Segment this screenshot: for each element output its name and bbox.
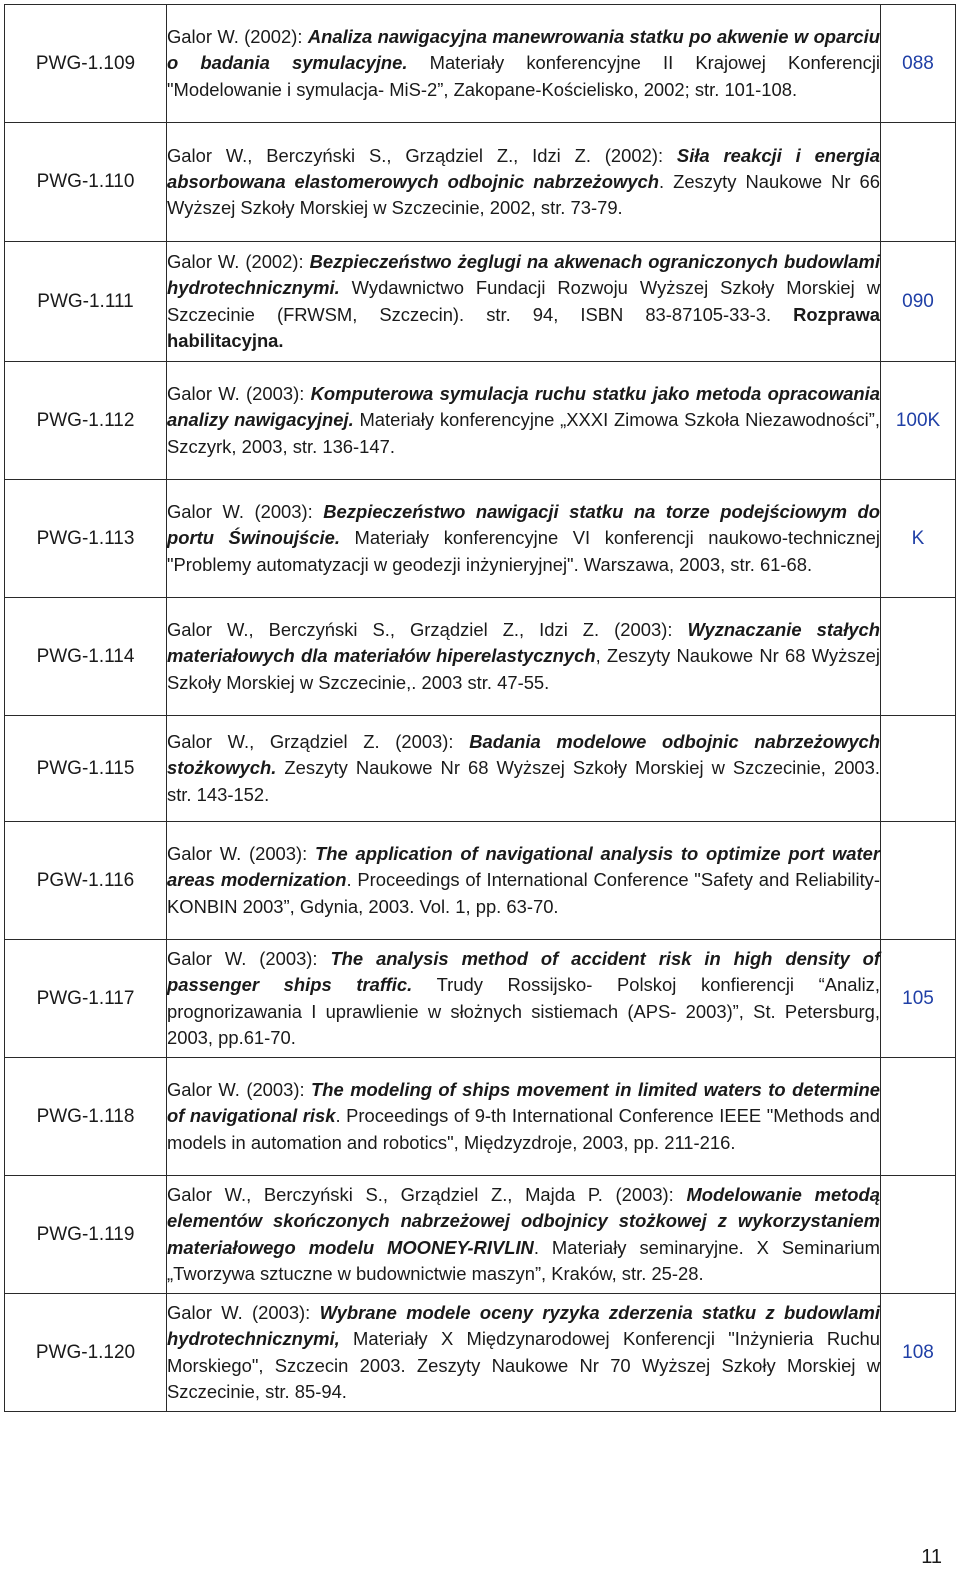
publication-code: 100K	[881, 362, 956, 480]
reference-text: Materiały X Międzynarodowej Konferencji "Inżynieria Ruchu Morskiego", Szczecin 2003. Zeszyty Naukowe Nr 70 Wyższej Szkoły Morskiej w Szczecinie, str. 85-94.	[167, 1328, 880, 1402]
publication-reference	[167, 5, 881, 123]
publication-reference	[167, 1176, 881, 1294]
publication-reference	[167, 716, 881, 822]
reference-text: Zeszyty Naukowe Nr 68 Wyższej Szkoły Morskiej w Szczecinie, 2003. str. 143-152.	[167, 757, 880, 805]
reference-text: Galor W. (2002):	[167, 26, 308, 48]
reference-text: Galor W., Berczyński S., Grządziel Z., Majda P. (2003):	[167, 1183, 687, 1205]
publication-reference	[167, 362, 881, 480]
reference-text: Materiały konferencyjne VI konferencji naukowo-technicznej "Problemy automatyzacji w geodezji inżynieryjnej". Warszawa, 2003, str. 61-68.	[167, 527, 880, 575]
publication-id: PWG-1.114	[5, 598, 167, 716]
publications-table	[4, 4, 956, 1412]
publication-id: PWG-1.117	[5, 940, 167, 1058]
table-row	[5, 123, 956, 242]
publication-code	[881, 716, 956, 822]
publication-title: The modeling of ships movement in limited waters to determine of navigational risk	[167, 1079, 881, 1127]
table-row	[5, 598, 956, 716]
table-row	[5, 5, 956, 123]
table-row	[5, 1294, 956, 1412]
reference-text: Materiały konferencyjne „XXXI Zimowa Szkoła Niezawodności”, Szczyrk, 2003, str. 136-147.	[167, 409, 880, 457]
reference-text: Galor W., Grządziel Z. (2003):	[167, 731, 470, 753]
reference-text: Galor W., Berczyński S., Grządziel Z., Idzi Z. (2003):	[167, 619, 688, 641]
publication-code	[881, 822, 956, 940]
table-row	[5, 242, 956, 362]
publication-title: Wybrane modele oceny ryzyka zderzenia statku z budowlami hydrotechnicznymi,	[167, 1301, 880, 1350]
publication-reference	[167, 242, 881, 362]
reference-text: Galor W. (2003):	[167, 501, 324, 523]
publication-reference	[167, 123, 881, 242]
table-row	[5, 362, 956, 480]
publication-id: PWG-1.111	[5, 242, 167, 362]
publication-title: Siła reakcji i energia absorbowana elastomerowych odbojnic nabrzeżowych	[167, 144, 880, 192]
publication-id: PWG-1.110	[5, 123, 167, 242]
reference-text: Galor W. (2003):	[167, 383, 311, 405]
publication-id: PWG-1.118	[5, 1058, 167, 1176]
table-row	[5, 822, 956, 940]
reference-text: Wydawnictwo Fundacji Rozwoju Wyższej Szkoły Morskiej w Szczecinie (FRWSM, Szczecin). str. 94, ISBN 83-87105-33-3.	[167, 277, 880, 325]
reference-text: Galor W. (2003):	[167, 1301, 320, 1323]
publication-reference	[167, 1294, 881, 1412]
reference-text: . Proceedings of International Conference "Safety and Reliability- KONBIN 2003”, Gdynia, 2003. Vol. 1, pp. 63-70.	[167, 869, 881, 917]
publication-id: PWG-1.112	[5, 362, 167, 480]
reference-text: Trudy Rossijsko- Polskoj konfierencji “Analiz, prognorizawania I uprawlienie w słożnych sistiemach (APS- 2003)”, St. Petersburg, 2003, pp.61-70.	[167, 974, 880, 1048]
reference-text: Galor W. (2003):	[167, 843, 316, 865]
table-row	[5, 1058, 956, 1176]
publication-code	[881, 598, 956, 716]
reference-text: . Zeszyty Naukowe Nr 66 Wyższej Szkoły Morskiej w Szczecinie, 2002, str. 73-79.	[167, 170, 880, 219]
reference-text: Galor W., Berczyński S., Grządziel Z., Idzi Z. (2002):	[167, 144, 677, 166]
publication-id: PWG-1.119	[5, 1176, 167, 1294]
publication-title: Bezpieczeństwo żeglugi na akwenach ograniczonych budowlami hydrotechnicznymi.	[167, 250, 880, 299]
publication-title: Badania modelowe odbojnic nabrzeżowych stożkowych.	[167, 731, 881, 779]
reference-text: , Zeszyty Naukowe Nr 68 Wyższej Szkoły Morskiej w Szczecinie,. 2003 str. 47-55.	[167, 645, 880, 693]
publication-title: The analysis method of accident risk in high density of passenger ships traffic.	[167, 947, 880, 996]
table-row	[5, 940, 956, 1058]
publication-note: Rozprawa habilitacyjna.	[167, 303, 880, 351]
publication-code: 105	[881, 940, 956, 1058]
reference-text: Galor W. (2003):	[167, 947, 331, 969]
publication-title: Komputerowa symulacja ruchu statku jako metoda opracowania analizy nawigacyjnej.	[167, 383, 880, 431]
publication-code: 090	[881, 242, 956, 362]
reference-text: . Materiały seminaryjne. X Seminarium „Tworzywa sztuczne w budownictwie maszyn”, Kraków, str. 25-28.	[167, 1236, 880, 1284]
publication-title: Modelowanie metodą elementów skończonych nabrzeżowej odbojnicy stożkowej z wykorzystaniem materiałowego modelu MOONEY-RIVLIN	[167, 1183, 880, 1258]
reference-text: Materiały konferencyjne II Krajowej Konferencji "Modelowanie i symulacja- MiS-2”, Zakopane-Kościelisko, 2002; str. 101-108.	[167, 52, 880, 100]
publication-code	[881, 1058, 956, 1176]
publication-id: PWG-1.109	[5, 5, 167, 123]
publication-reference	[167, 822, 881, 940]
publication-title: Analiza nawigacyjna manewrowania statku po akwenie w oparciu o badania symulacyjne.	[167, 26, 880, 74]
publication-reference	[167, 480, 881, 598]
publication-title: The application of navigational analysis to optimize port water areas modernization	[167, 843, 880, 891]
publication-id: PGW-1.116	[5, 822, 167, 940]
publication-id: PWG-1.113	[5, 480, 167, 598]
reference-text: . Proceedings of 9-th International Conference IEEE "Methods and models in automation and robotics", Międzyzdroje, 2003, pp. 211-216.	[167, 1105, 880, 1153]
publication-code	[881, 1176, 956, 1294]
publication-code: K	[881, 480, 956, 598]
publication-title: Bezpieczeństwo nawigacji statku na torze podejściowym do portu Świnoujście.	[167, 501, 880, 549]
publication-code: 088	[881, 5, 956, 123]
reference-text: Galor W. (2002):	[167, 250, 310, 272]
publication-id: PWG-1.115	[5, 716, 167, 822]
publication-code	[881, 123, 956, 242]
publication-reference	[167, 940, 881, 1058]
publication-title: Wyznaczanie stałych materiałowych dla materiałów hiperelastycznych	[167, 619, 881, 667]
publication-reference	[167, 1058, 881, 1176]
publication-reference	[167, 598, 881, 716]
publications-body	[5, 5, 956, 1412]
table-row	[5, 716, 956, 822]
table-row	[5, 480, 956, 598]
publication-code: 108	[881, 1294, 956, 1412]
page-number: 11	[921, 1546, 942, 1568]
table-row	[5, 1176, 956, 1294]
publication-id: PWG-1.120	[5, 1294, 167, 1412]
reference-text: Galor W. (2003):	[167, 1079, 312, 1101]
